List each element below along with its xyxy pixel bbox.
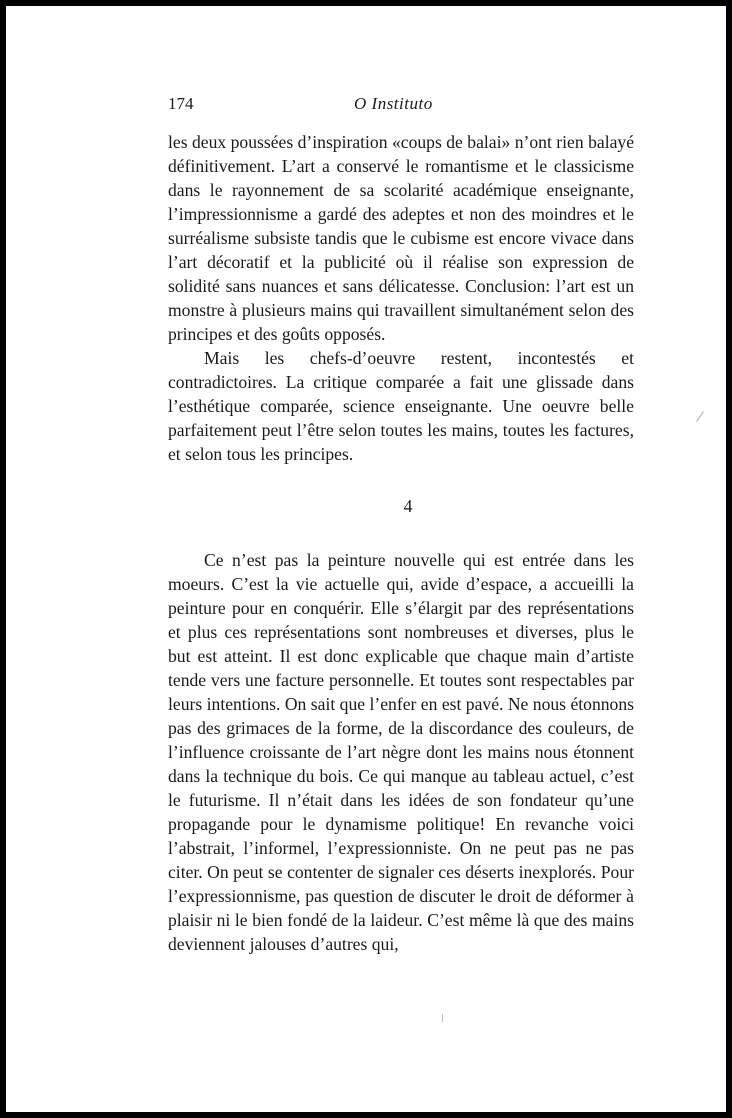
paragraph: Ce n’est pas la peinture nouvelle qui est entrée dans les moeurs. C’est la vie actuelle qui, avide d’espace, a accueilli la peinture pour en conquérir. Elle s’élargit par des représentations et plus ces représentations sont nombreuses et diverses, plus le but est atteint. Il est donc explicable que chaque main d’artiste tende vers une facture personnelle. Et toutes sont respectables par leurs intentions. On sait que l’enfer en est pavé. Ne nous étonnons pas des grimaces de la forme, de la discordance des couleurs, de l’influence croissante de l’art nègre dont les mains nous étonnent dans la technique du bois. Ce qui manque au tableau actuel, c’est le futurisme. Il n’était dans les idées de son fondateur qu’une propagande pour le dynamisme politique! En revanche voici l’abstrait, l’informel, l’expressionniste. On ne peut pas ne pas citer. On peut se contenter de signaler ces déserts inexplorés. Pour l’expressionnisme, pas question de discuter le droit de déformer à plaisir ni le bien fondé de la laideur. C’est même là que des mains deviennent jalouses d’autres qui, xyxy=(168,550,634,954)
page-content xyxy=(168,92,634,956)
section-number: 4 xyxy=(403,496,413,516)
page-header xyxy=(168,92,634,118)
scan-mark xyxy=(696,411,704,421)
scan-mark xyxy=(442,1014,443,1022)
page-number: 174 xyxy=(168,94,194,113)
paragraph: les deux poussées d’inspiration «coups de balai» n’ont rien balayé définitivement. L’art a conservé le romantisme et le classicisme dans le rayonnement de sa scolarité académique enseignante, l’impressionnisme a gardé des adeptes et non des moindres et le surréalisme subsiste tandis que le cubisme est encore vivace dans l’art décoratif et la publicité où il réalise son expression de solidité sans nuances et sans délicatesse. Conclusion: l’art est un monstre à plusieurs mains qui travaillent simultanément selon des principes et des goûts opposés. xyxy=(168,132,634,344)
running-title: O Instituto xyxy=(354,94,433,113)
paragraph: Mais les chefs-d’oeuvre restent, incontestés et contradictoires. La critique comparée a fait une glissade dans l’esthétique comparée, science enseignante. Une oeuvre belle parfaitement peut l’être selon toutes les mains, toutes les factures, et selon tous les principes. xyxy=(168,348,634,464)
